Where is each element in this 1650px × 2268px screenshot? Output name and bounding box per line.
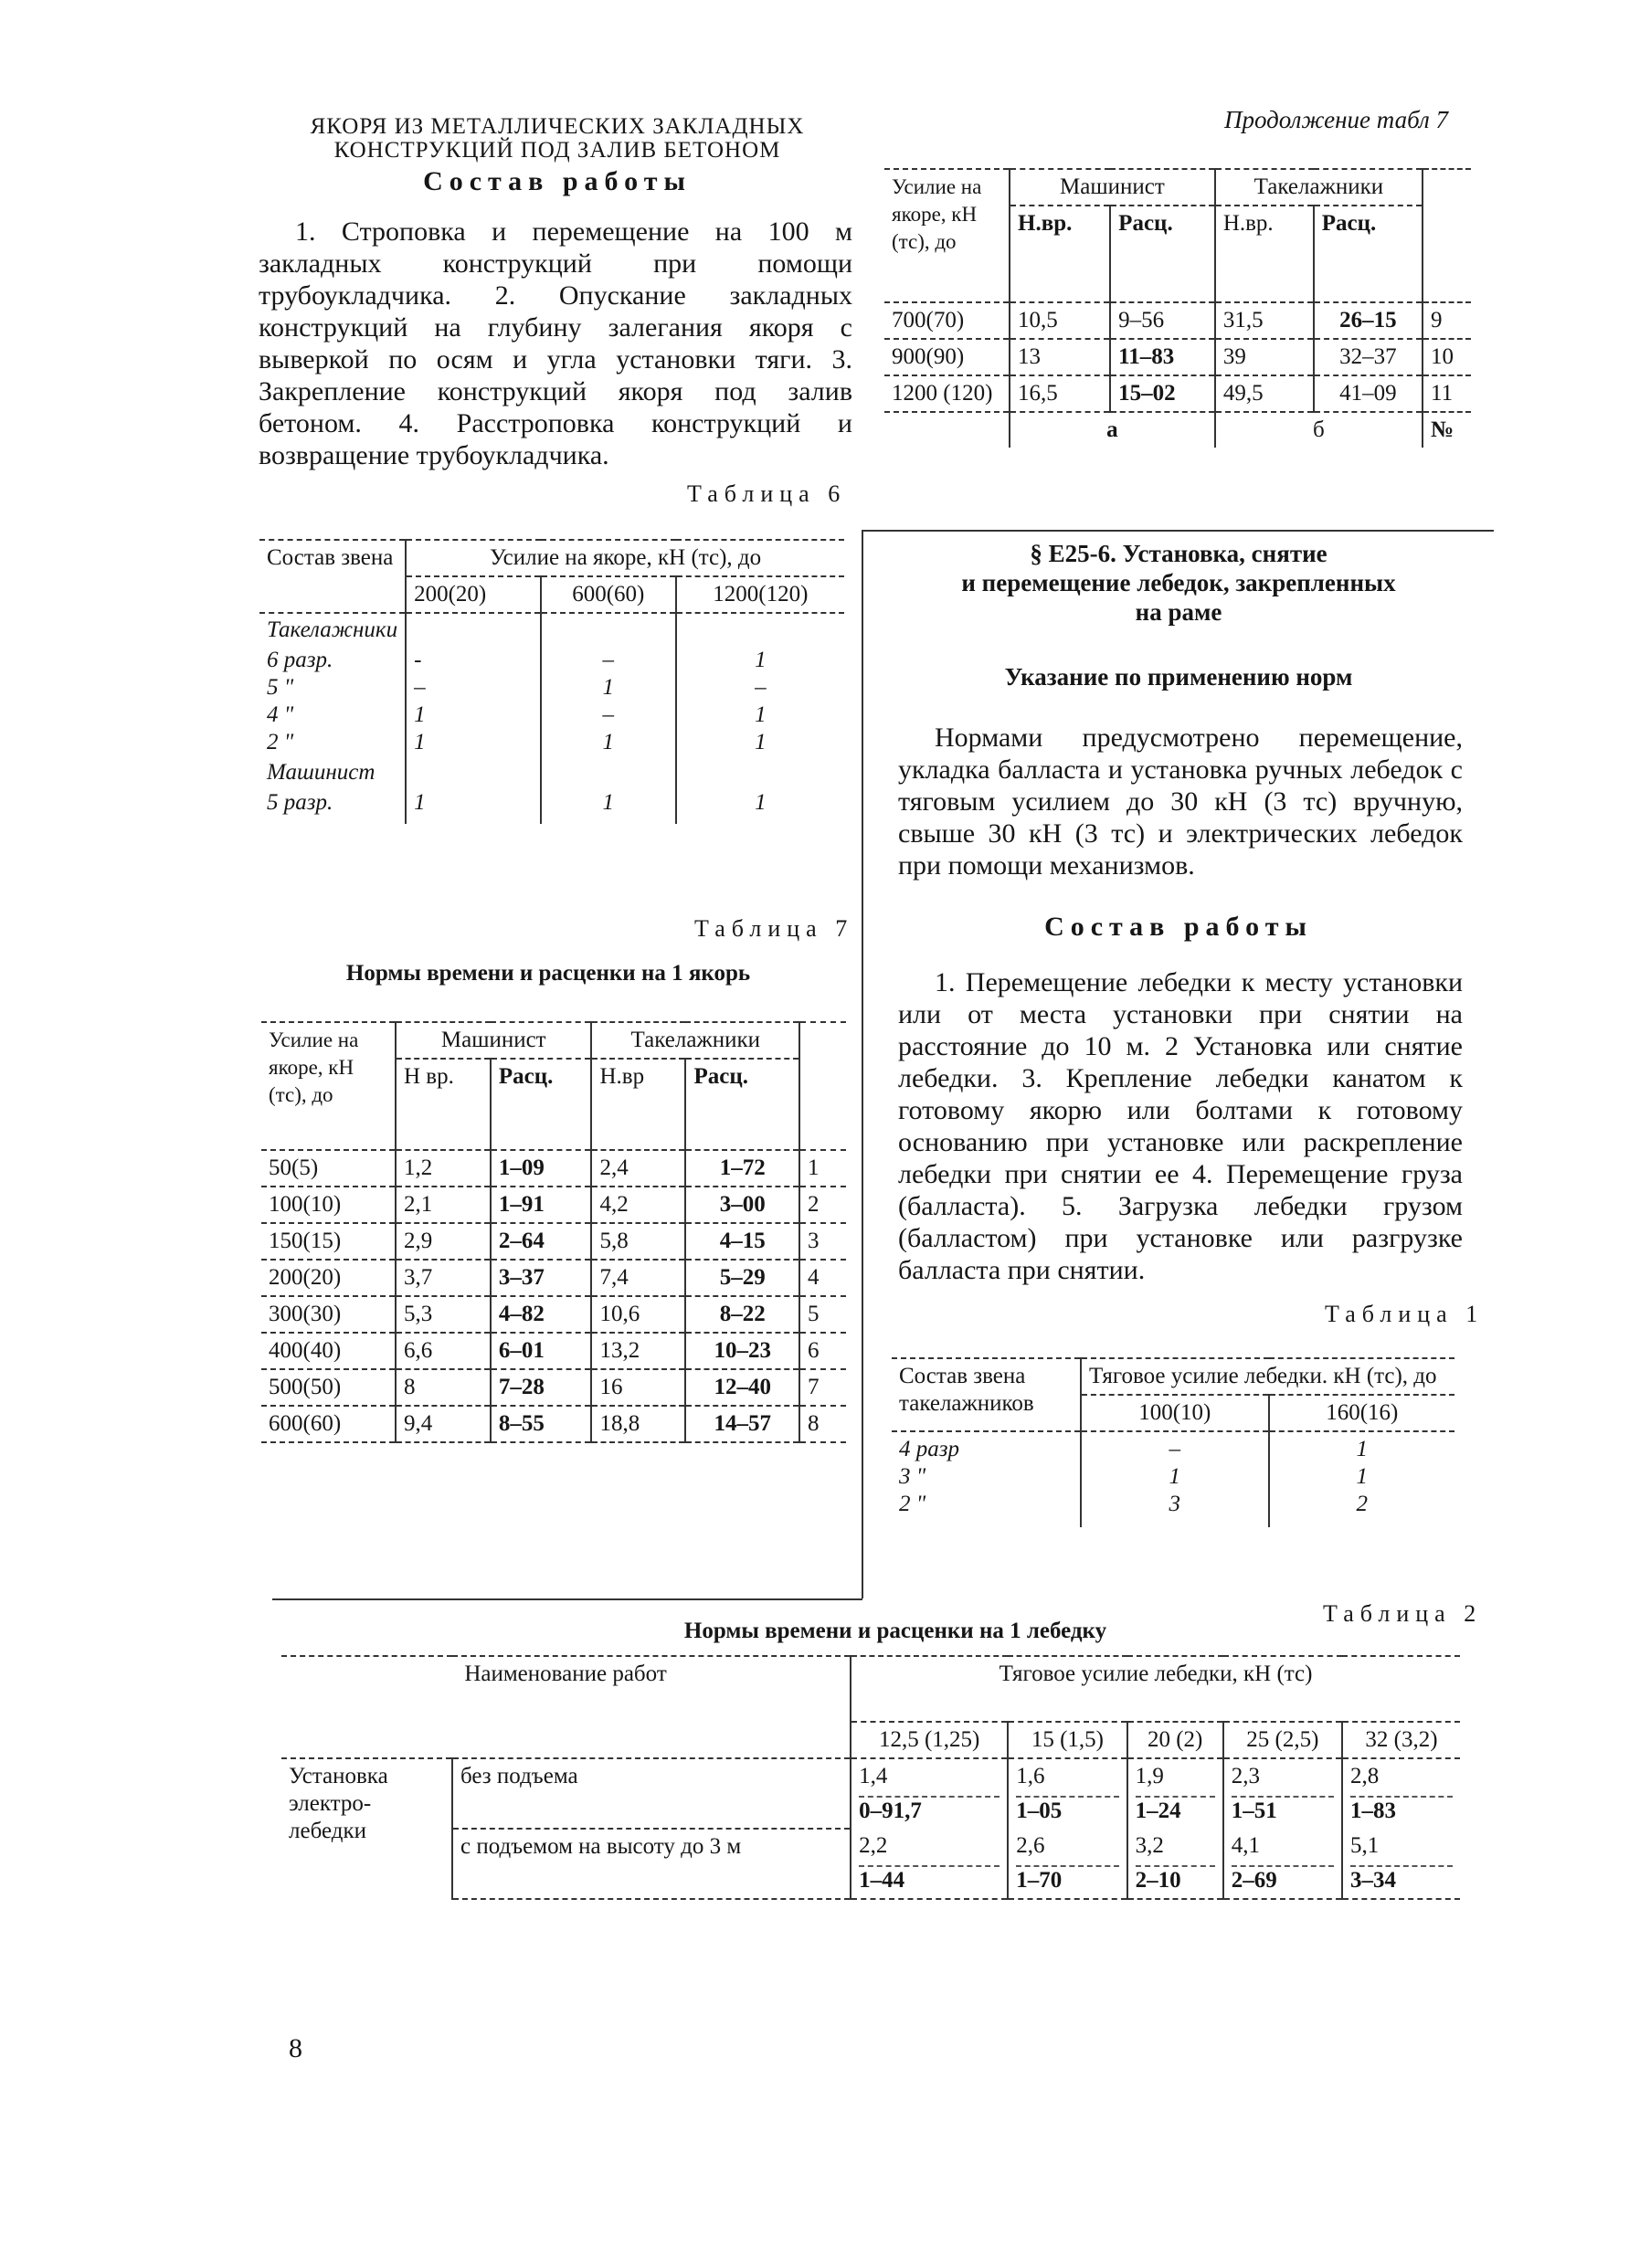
table2-cell-pair [1223,1758,1342,1829]
table7c-head-riggers: Такелажники [1215,169,1423,206]
table6-cell: 1 [406,729,541,756]
table-row [261,1223,846,1260]
table7-nvr-b: 10,6 [591,1296,685,1333]
table2-sub-1: без подъема [452,1758,851,1829]
table2 [281,1655,1460,1900]
norms-heading: Указание по применению норм [1004,663,1353,691]
table2-cell-pair [1008,1758,1126,1829]
table1-col-1: 100(10) [1081,1395,1269,1431]
table-row [259,729,844,756]
table1-row-name: 3 " [899,1464,926,1489]
table2-rasc: 3–34 [1350,1865,1453,1894]
table2-rasc: 1–83 [1350,1796,1453,1825]
table-row [261,1260,846,1296]
table1-cell: 1 [1269,1431,1454,1463]
table2-cell-pair [1342,1758,1460,1829]
table7-rasc-a: 6–01 [491,1333,592,1369]
table-row [884,375,1471,412]
table6-col-3: 1200(120) [676,576,844,613]
table2-rasc: 1–51 [1232,1796,1334,1825]
table2-rasc: 1–44 [859,1865,1000,1894]
table7-head-nvr-a: Н вр. [396,1059,491,1150]
table2-rasc: 2–10 [1136,1865,1215,1894]
table7-rasc-b: 4–15 [685,1223,799,1260]
table2-nvr: 4,1 [1231,1833,1260,1858]
table-row [281,1829,1460,1899]
table7-rasc-a: 8–55 [491,1406,592,1442]
table7c-force: 900(90) [884,339,1010,375]
table7-head-machinist: Машинист [396,1022,591,1059]
table7-force: 400(40) [261,1333,396,1369]
table1-cell: 1 [1081,1463,1269,1491]
table6-cell: – [676,674,844,701]
table2-head-work: Наименование работ [281,1656,851,1758]
table-row [261,1296,846,1333]
table6-head-crew: Состав звена [259,540,406,613]
table2-rasc: 0–91,7 [859,1796,1000,1825]
table-row [259,647,844,674]
table7c-rasc-a: 15–02 [1110,375,1215,412]
table6-head-force: Усилие на якоре, кН (тс), до [406,540,844,576]
table2-col-3: 20 (2) [1127,1722,1223,1758]
table7-nvr-a: 9,4 [396,1406,491,1442]
table1-head-crew: Состав звена такелажников [892,1358,1081,1431]
table7-nvr-a: 2,1 [396,1187,491,1223]
table2-cell-pair [851,1829,1008,1899]
table7-force: 150(15) [261,1223,396,1260]
table2-nvr: 1,9 [1135,1764,1164,1788]
table7-caption: Нормы времени и расценки на 1 якорь [345,961,751,986]
table1 [892,1357,1454,1527]
left-work-heading: Состав работы [423,166,692,196]
table7-rasc-b: 14–57 [685,1406,799,1442]
table1-cell: 2 [1269,1491,1454,1527]
table2-rasc: 1–24 [1136,1796,1215,1825]
table7-rasc-a: 1–91 [491,1187,592,1223]
table1-cell: 3 [1081,1491,1269,1527]
section-title-line-1: § Е25-6. Установка, снятие [1030,540,1327,567]
table7c-head-nvr-b: Н.вр. [1215,206,1314,302]
table2-nvr: 1,6 [1016,1764,1045,1788]
table7-rasc-b: 1–72 [685,1150,799,1187]
column-divider [862,530,863,1598]
table6-row-name: 4 " [267,702,294,727]
table6-cell: – [541,647,676,674]
table7c-rasc-b: 32–37 [1314,339,1423,375]
table-row [261,1406,846,1442]
table7-rasc-a: 2–64 [491,1223,592,1260]
table6-row-name: 5 " [267,675,294,700]
table7-nvr-b: 5,8 [591,1223,685,1260]
table6-cell: – [406,674,541,701]
table7-force: 600(60) [261,1406,396,1442]
table2-caption: Нормы времени и расценки на 1 лебедку [683,1619,1107,1643]
table2-nvr: 2,3 [1231,1764,1260,1788]
table7-continued [884,168,1471,448]
continuation-note: Продолжение табл 7 [1224,106,1449,133]
table7-rasc-b: 3–00 [685,1187,799,1223]
table2-cell-pair [851,1758,1008,1829]
table7-rasc-b: 12–40 [685,1369,799,1406]
table7c-nvr-a: 16,5 [1010,375,1110,412]
table6-row-name: 5 разр. [267,790,333,815]
left-title-line-2: КОНСТРУКЦИЙ ПОД ЗАЛИВ БЕТОНОМ [333,138,781,163]
table2-work-name: Установка электро-лебедки [289,1764,388,1843]
table6-cell: 1 [676,701,844,729]
table-row [892,1491,1454,1527]
table7-force: 50(5) [261,1150,396,1187]
table7c-force: 1200 (120) [884,375,1010,412]
table7-rasc-b: 5–29 [685,1260,799,1296]
table-row [892,1431,1454,1463]
table7-row-num: 7 [799,1369,846,1406]
table-row [884,302,1471,339]
table7-nvr-b: 2,4 [591,1150,685,1187]
table2-cell-pair [1008,1829,1126,1899]
table-row [259,701,844,729]
left-work-text [259,216,852,471]
table7c-nvr-b: 49,5 [1215,375,1314,412]
table7-row-num: 3 [799,1223,846,1260]
table2-rasc: 1–70 [1016,1865,1118,1894]
table2-col-2: 15 (1,5) [1008,1722,1126,1758]
table2-nvr: 1,4 [859,1764,888,1788]
table7c-row-num: 10 [1423,339,1471,375]
table6-cell: 1 [406,701,541,729]
table2-nvr: 2,8 [1350,1764,1380,1788]
table7c-rasc-b: 26–15 [1314,302,1423,339]
table2-cell-pair [1223,1829,1342,1899]
table7-row-num: 4 [799,1260,846,1296]
table6-col-1: 200(20) [406,576,541,613]
table6-cell: 1 [541,674,676,701]
table2-rasc: 1–05 [1016,1796,1118,1825]
right-work-paragraph: 1. Перемещение лебедки к месту установки или от места установки при снятии на расстояние до 10 м. 2 Установка или снятие лебедки. 3. Крепление лебедки канатом к готовому якорю или болтами к готовому основанию при установке или раскрепление лебедки при снятии ее 4. Перемещение груза (балласта). 5. Загрузка лебедки грузом (балластом) при установке или разгрузке балласта при снятии. [898,967,1463,1285]
table7-row-num: 8 [799,1406,846,1442]
table7-head-rasc-b: Расц. [685,1059,799,1150]
table6-cell: – [541,701,676,729]
left-title [256,115,859,163]
table7-head-rasc-a: Расц. [491,1059,592,1150]
table6-cell: 1 [406,789,541,824]
table7c-foot-a: а [1010,412,1215,448]
table2-cell-pair [1342,1829,1460,1899]
table2-nvr: 2,6 [1016,1833,1045,1858]
table7c-nvr-b: 39 [1215,339,1314,375]
table2-nvr: 5,1 [1350,1833,1380,1858]
table1-col-2: 160(16) [1269,1395,1454,1431]
table7c-head-nvr-a: Н.вр. [1010,206,1110,302]
table7c-rasc-a: 9–56 [1110,302,1215,339]
table7 [261,1021,846,1443]
table7c-nvr-b: 31,5 [1215,302,1314,339]
table7-nvr-a: 5,3 [396,1296,491,1333]
left-work-paragraph: 1. Строповка и перемещение на 100 м закладных конструкций при помощи трубоукладчика. 2. Опускание закладных конструкций на глубину залегания якоря с выверкой по осям и угла установки тяги. 3. Закрепление конструкций якоря под залив бетоном. 4. Расстроповка конструкций и возвращение трубоукладчика. [259,216,852,470]
table-row [261,1150,846,1187]
section-title-line-3: на раме [1135,598,1222,626]
table7-force: 300(30) [261,1296,396,1333]
table7-head-force: Усилие на якоре, кН (тс), до [261,1022,396,1150]
table6-cell: 1 [676,729,844,756]
table7-nvr-a: 1,2 [396,1150,491,1187]
right-work-heading: Состав работы [1044,912,1313,942]
table7c-row-num: 9 [1423,302,1471,339]
table7-nvr-a: 8 [396,1369,491,1406]
table2-col-5: 32 (3,2) [1342,1722,1460,1758]
table6-group-machinist: Машинист [267,760,375,785]
table7c-force: 700(70) [884,302,1010,339]
table-row [884,339,1471,375]
table7-bottom-rule [272,1598,862,1600]
table7-row-num: 5 [799,1296,846,1333]
table7-nvr-a: 2,9 [396,1223,491,1260]
table6-cell: - [406,647,541,674]
table7-rasc-b: 10–23 [685,1333,799,1369]
table7-row-num: 2 [799,1187,846,1223]
table7c-head-force: Усилие на якоре, кН (тс), до [884,169,1010,302]
table2-label: Таблица 2 [1323,1600,1483,1627]
table6-col-2: 600(60) [541,576,676,613]
table2-nvr: 3,2 [1135,1833,1164,1858]
table7c-rasc-b: 41–09 [1314,375,1423,412]
table7-force: 100(10) [261,1187,396,1223]
table-row [261,1333,846,1369]
table2-col-4: 25 (2,5) [1223,1722,1342,1758]
table2-cell-pair [1127,1758,1223,1829]
table7-rasc-a: 1–09 [491,1150,592,1187]
table6-group-riggers: Такелажники [267,617,398,642]
table-row [892,1463,1454,1491]
table7-nvr-b: 18,8 [591,1406,685,1442]
table2-cell-pair [1127,1829,1223,1899]
table7-nvr-b: 7,4 [591,1260,685,1296]
norms-text [898,722,1463,881]
table2-head-force: Тяговое усилие лебедки, кН (тс) [851,1656,1460,1722]
table-row [281,1758,1460,1829]
left-title-line-1: ЯКОРЯ ИЗ МЕТАЛЛИЧЕСКИХ ЗАКЛАДНЫХ [310,114,805,139]
table6 [259,539,844,824]
table7c-nvr-a: 13 [1010,339,1110,375]
table7c-nvr-a: 10,5 [1010,302,1110,339]
table7-nvr-b: 13,2 [591,1333,685,1369]
table7-row-num: 1 [799,1150,846,1187]
table1-head-force: Тяговое усилие лебедки. кН (тс), до [1081,1358,1454,1395]
table7-row-num: 6 [799,1333,846,1369]
table7-force: 500(50) [261,1369,396,1406]
section-title [877,539,1480,627]
table7c-head-rasc-b: Расц. [1314,206,1423,302]
table7c-rasc-a: 11–83 [1110,339,1215,375]
table7-nvr-b: 4,2 [591,1187,685,1223]
table2-sub-2: с подъемом на высоту до 3 м [452,1829,851,1899]
table6-cell: 1 [676,647,844,674]
table1-cell: 1 [1269,1463,1454,1491]
table7-head-riggers: Такелажники [591,1022,799,1059]
norms-paragraph: Нормами предусмотрено перемещение, укладка балласта и установка ручных лебедок с тяговым усилием до 30 кН (3 тс) вручную, свыше 30 кН (3 тс) и электрических лебедок при помощи механизмов. [898,723,1463,881]
table2-rasc: 2–69 [1232,1865,1334,1894]
table7c-head-rasc-a: Расц. [1110,206,1215,302]
table7c-foot-b: б [1215,412,1423,448]
table1-cell: – [1081,1431,1269,1463]
table6-label: Таблица 6 [687,480,847,507]
table7-rasc-a: 4–82 [491,1296,592,1333]
table-row [261,1187,846,1223]
table1-label: Таблица 1 [1325,1301,1485,1327]
table2-col-1: 12,5 (1,25) [851,1722,1008,1758]
table7-rasc-a: 3–37 [491,1260,592,1296]
section-top-rule [863,530,1494,532]
table6-row-name: 6 разр. [267,648,333,672]
table2-nvr: 2,2 [859,1833,888,1858]
table-row [259,789,844,824]
table7-rasc-b: 8–22 [685,1296,799,1333]
table7-nvr-b: 16 [591,1369,685,1406]
right-work-text [898,966,1463,1286]
table7c-foot-n: № [1423,412,1471,448]
table-row [259,674,844,701]
table7-rasc-a: 7–28 [491,1369,592,1406]
table7-head-nvr-b: Н.вр [591,1059,685,1150]
section-title-line-2: и перемещение лебедок, закрепленных [961,569,1396,596]
page-number: 8 [289,2033,302,2063]
table7-force: 200(20) [261,1260,396,1296]
table-row [261,1369,846,1406]
table7c-row-num: 11 [1423,375,1471,412]
table6-cell: 1 [541,789,676,824]
table6-cell: 1 [541,729,676,756]
table7-label: Таблица 7 [694,915,854,942]
table7-nvr-a: 3,7 [396,1260,491,1296]
table6-cell: 1 [676,789,844,824]
table1-row-name: 4 разр [899,1437,960,1461]
table7c-head-machinist: Машинист [1010,169,1215,206]
table6-row-name: 2 " [267,730,294,754]
table1-row-name: 2 " [899,1492,926,1516]
table7-nvr-a: 6,6 [396,1333,491,1369]
